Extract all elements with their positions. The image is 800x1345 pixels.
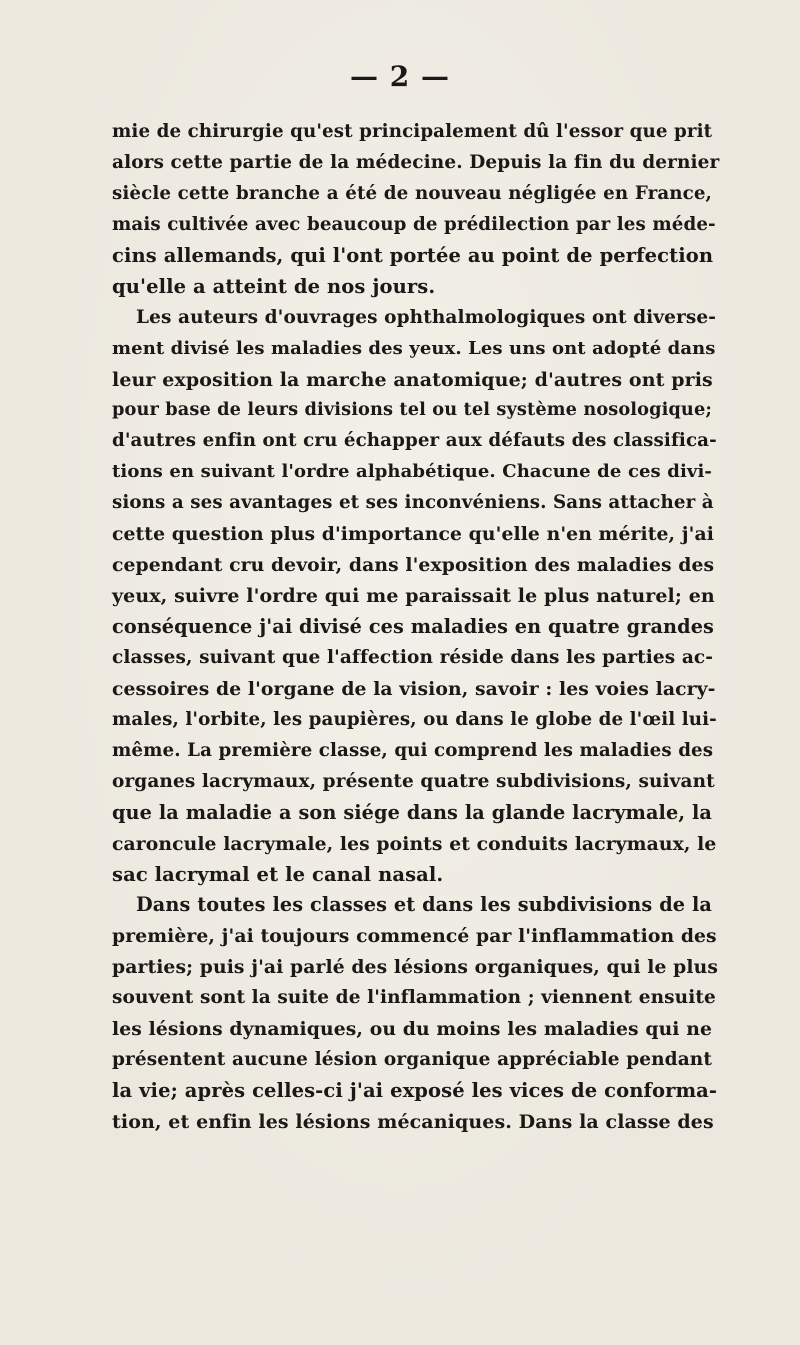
text-line: mais cultivée avec beaucoup de prédilection par les méde- bbox=[112, 213, 716, 235]
text-line: cette question plus d'importance qu'elle n'en mérite, j'ai bbox=[112, 523, 714, 546]
text-line: cessoires de l'organe de la vision, savoir : les voies lacry- bbox=[112, 677, 716, 700]
text-line: organes lacrymaux, présente quatre subdivisions, suivant bbox=[112, 770, 715, 792]
text-line: première, j'ai toujours commencé par l'inflammation des bbox=[112, 925, 717, 948]
text-line: males, l'orbite, les paupières, ou dans le globe de l'œil lui- bbox=[112, 708, 717, 730]
text-line: leur exposition la marche anatomique; d'autres ont pris bbox=[112, 368, 713, 391]
text-line: conséquence j'ai divisé ces maladies en quatre grandes bbox=[112, 615, 714, 638]
text-line: parties; puis j'ai parlé des lésions organiques, qui le plus bbox=[112, 956, 718, 979]
text-line: que la maladie a son siége dans la glande lacrymale, la bbox=[112, 800, 712, 824]
text-line: tions en suivant l'ordre alphabétique. Chacune de ces divi- bbox=[112, 461, 712, 483]
text-line: les lésions dynamiques, ou du moins les maladies qui ne bbox=[112, 1018, 712, 1041]
text-line: mie de chirurgie qu'est principalement dû l'essor que prit bbox=[112, 121, 713, 142]
text-line: tion, et enfin les lésions mécaniques. Dans la classe des bbox=[112, 1111, 714, 1133]
text-line: la vie; après celles-ci j'ai exposé les vices de conforma- bbox=[112, 1079, 718, 1103]
text-line: cins allemands, qui l'ont portée au point de perfection bbox=[112, 243, 714, 267]
text-line: cependant cru devoir, dans l'exposition des maladies des bbox=[112, 554, 715, 577]
text-line: caroncule lacrymale, les points et conduits lacrymaux, le bbox=[112, 832, 717, 855]
text-line: yeux, suivre l'ordre qui me paraissait le plus naturel; en bbox=[112, 585, 715, 608]
text-line: sions a ses avantages et ses inconvéniens. Sans attacher à bbox=[112, 492, 714, 514]
page-number: — 2 — bbox=[350, 60, 450, 93]
text-line: classes, suivant que l'affection réside dans les parties ac- bbox=[112, 646, 714, 668]
text-line: présentent aucune lésion organique appréciable pendant bbox=[112, 1049, 712, 1071]
text-line: qu'elle a atteint de nos jours. bbox=[112, 274, 436, 298]
text-line: Les auteurs d'ouvrages ophthalmologiques ont diverse- bbox=[136, 306, 717, 328]
text-line: pour base de leurs divisions tel ou tel système nosologique; bbox=[112, 399, 712, 421]
text-line: d'autres enfin ont cru échapper aux défauts des classifica- bbox=[112, 430, 717, 452]
text-line: ment divisé les maladies des yeux. Les uns ont adopté dans bbox=[112, 337, 716, 359]
text-line: alors cette partie de la médecine. Depuis la fin du dernier bbox=[112, 151, 720, 173]
text-line: sac lacrymal et le canal nasal. bbox=[112, 862, 444, 886]
text-line: souvent sont la suite de l'inflammation ; viennent ensuite bbox=[112, 987, 716, 1009]
body-text bbox=[112, 117, 720, 1138]
text-line: Dans toutes les classes et dans les subdivisions de la bbox=[136, 893, 712, 917]
text-line: même. La première classe, qui comprend les maladies des bbox=[112, 739, 714, 761]
text-line: siècle cette branche a été de nouveau négligée en France, bbox=[112, 182, 712, 204]
